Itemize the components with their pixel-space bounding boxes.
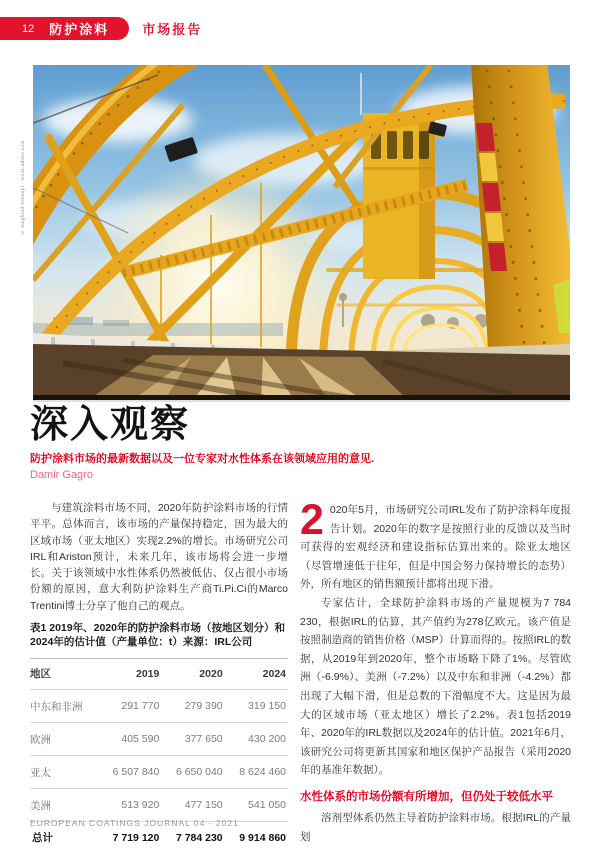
cell-value: 513 920 — [98, 789, 161, 822]
article-subtitle: 防护涂料市场的最新数据以及一位专家对水性体系在该领域应用的意见. — [30, 453, 375, 465]
cell-value: 319 150 — [225, 690, 288, 723]
cell-value: 377 650 — [161, 723, 224, 756]
table-row — [30, 789, 288, 822]
page-number: 12 — [22, 22, 35, 35]
author-byline: Damir Gagro — [30, 469, 93, 481]
photo-credit: © Siegfried Schnepf - stock.adobe.com — [20, 140, 25, 235]
section-subheading: 水性体系的市场份额有所增加，但仍处于较低水平 — [300, 790, 553, 803]
cell-value: 7 784 230 — [161, 822, 224, 849]
cell-value: 8 624 460 — [225, 756, 288, 789]
table-caption: 表1 2019年、2020年的防护涂料市场（按地区划分）和2024年的估计值（产量单位：t）来源：IRL公司 — [30, 622, 285, 648]
col-header-2019: 2019 — [98, 659, 161, 690]
col-header-2024: 2024 — [225, 659, 288, 690]
cell-value: 6 650 040 — [161, 756, 224, 789]
bridge-photo — [33, 65, 570, 400]
page-header — [0, 17, 202, 40]
section-banner — [0, 17, 129, 40]
cell-region: 总计 — [30, 822, 98, 849]
col-header-2020: 2020 — [161, 659, 224, 690]
title-block — [30, 404, 570, 482]
cell-value: 7 719 120 — [98, 822, 161, 849]
cell-value: 541 050 — [225, 789, 288, 822]
body-paragraph-2: 专家估计，全球防护涂料市场的产量规模为7 784 230，根据IRL的估算，其产值约为278亿欧元。该产值是按照制造商的销售价格（MSP）计算而得的。按照IRL的数据，从2019年到2020年，整个市场略下降了1%。尽管欧洲（-6.9%）、美洲（-7.2%）以及中东和非洲（-4.2%）都出现了大幅下滑，但是总数的下滑幅度不大。这是因为最大的区域市场（亚太地区）增长了2.2%。表1包括2019年、2020年的IRL数据以及2024年的估计值。2021年6月，该研究公司将更新其国家和地区保护产品报告（采用2020年的基准年数据）。 — [300, 596, 571, 777]
cell-region: 中东和非洲 — [30, 690, 98, 723]
col-header-region: 地区 — [30, 659, 98, 690]
cell-value: 6 507 840 — [98, 756, 161, 789]
cell-value: 430 200 — [225, 723, 288, 756]
table-row — [30, 723, 288, 756]
right-column — [300, 496, 571, 846]
cell-region: 亚太 — [30, 756, 98, 789]
body-paragraph-3: 溶剂型体系仍然主导着防护涂料市场。根据IRL的产量划 — [300, 811, 571, 843]
bridge-illustration — [33, 65, 570, 400]
cell-value: 291 770 — [98, 690, 161, 723]
paragraph-1-text: 020年5月，市场研究公司IRL发布了防护涂料年度报告计划。2020年的数字是按照行业的反馈以及当时可获得的宏观经济和建设指标估算出来的。除亚太地区（尽管增速低于往年，但是中国会努力保持增长的态势）外，所有地区的销售额预计都将出现下滑。 — [300, 504, 571, 591]
journal-footer: EUROPEAN COATINGS JOURNAL 04 - 2021 — [30, 818, 239, 828]
cell-region: 欧洲 — [30, 723, 98, 756]
report-type-label: 市场报告 — [142, 22, 203, 37]
drop-cap: 2 — [300, 496, 324, 544]
cell-value: 279 390 — [161, 690, 224, 723]
cell-region: 美洲 — [30, 789, 98, 822]
cell-value: 9 914 860 — [225, 822, 288, 849]
table-row — [30, 690, 288, 723]
left-column — [30, 500, 288, 849]
body-paragraph-1 — [300, 496, 571, 594]
table-row — [30, 756, 288, 789]
section-label: 防护涂料 — [49, 22, 110, 37]
article-title: 深入观察 — [30, 404, 191, 446]
table-header-row — [30, 659, 288, 690]
intro-paragraph: 与建筑涂料市场不同，2020年防护涂料市场的行情平平。总体而言，该市场的产量保持稳定，因为最大的区域市场（亚太地区）实现2.2%的增长。市场研究公司IRL和Ariston预计，未来几年，该市场将会进一步增长。关于该领域中水性体系仍然被低估、仅占很小市场份额的原因，意大利防护涂料生产商Ti.Pi.Ci的Marco Trentini博士分享了他自己的观点。 — [30, 502, 288, 612]
cell-value: 405 590 — [98, 723, 161, 756]
cell-value: 477 150 — [161, 789, 224, 822]
